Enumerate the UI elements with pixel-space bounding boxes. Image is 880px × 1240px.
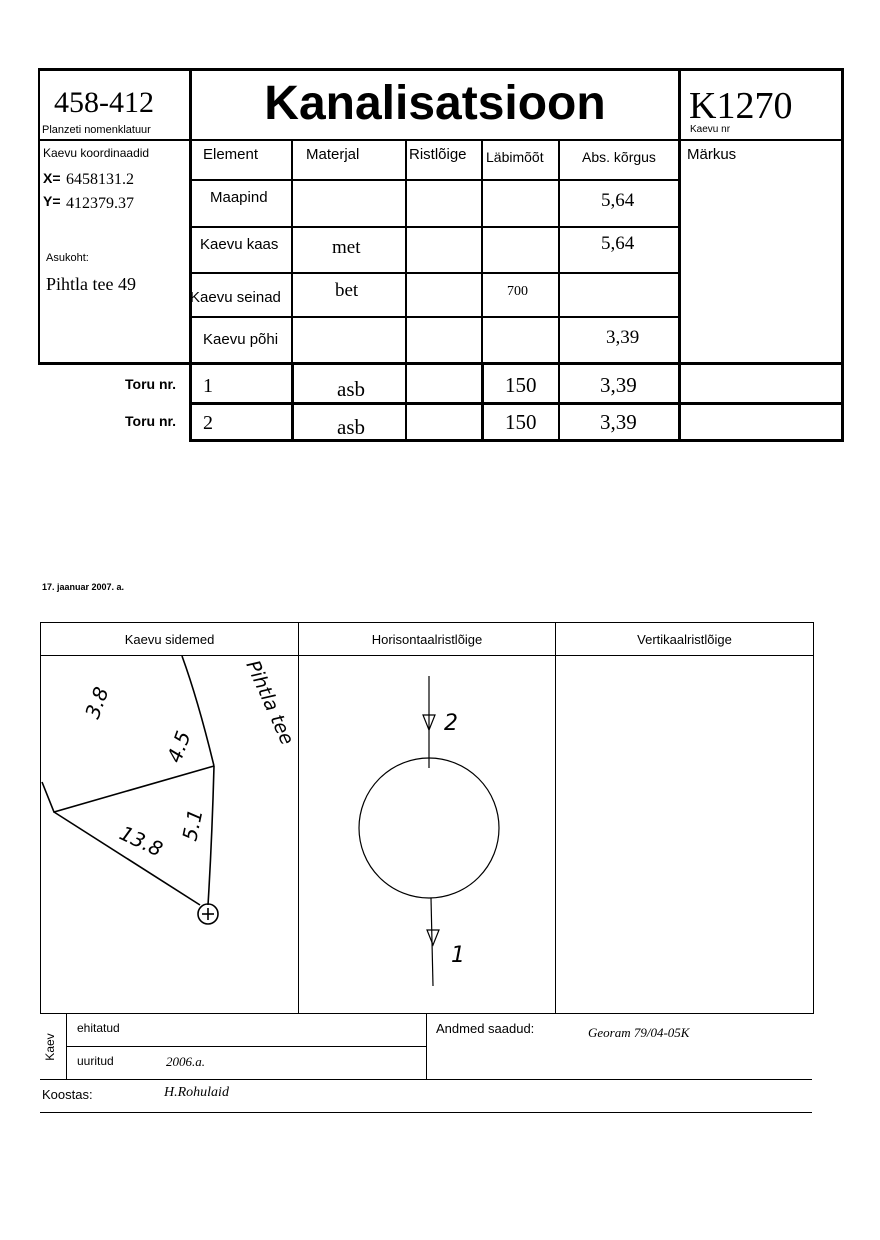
- element-abs-height: 5,64: [601, 233, 635, 254]
- pipe-number: 2: [203, 412, 213, 434]
- col-element: Element: [203, 146, 259, 163]
- well-circle: [359, 758, 499, 898]
- sketch-label-c: 13.8: [115, 820, 167, 862]
- col-material: Materjal: [306, 146, 360, 163]
- manhole-icon: [198, 904, 218, 924]
- col-cross-section: Ristlõige: [409, 146, 467, 163]
- well-number-value: K1270: [689, 85, 793, 127]
- pipe-label: Toru nr.: [125, 376, 177, 392]
- element-name: Kaevu kaas: [200, 236, 279, 253]
- nomenclature-value: 458-412: [54, 86, 154, 119]
- element-abs-height: 3,39: [606, 327, 640, 348]
- pipe-material: asb: [337, 377, 365, 401]
- col-remark: Märkus: [687, 146, 737, 163]
- element-diameter: 700: [507, 284, 528, 299]
- pipe-abs-height: 3,39: [600, 373, 637, 397]
- element-material: bet: [335, 280, 359, 301]
- location-label: Asukoht:: [46, 252, 89, 264]
- surveyed-value: 2006.a.: [166, 1054, 205, 1069]
- pipe-material: asb: [337, 415, 365, 439]
- x-value: 6458131.2: [66, 171, 134, 188]
- footer-side-label: Kaev: [43, 1033, 57, 1061]
- x-label: X=: [43, 170, 61, 186]
- well-number-label: Kaevu nr: [690, 124, 731, 135]
- pipe-number-bottom: 1: [451, 943, 465, 968]
- panel-title-connections: Kaevu sidemed: [124, 632, 215, 647]
- element-abs-height: 5,64: [601, 190, 635, 211]
- panel-title-vertical: Vertikaalristlõige: [637, 632, 732, 647]
- pipe-number-top: 2: [444, 711, 458, 736]
- col-abs-height: Abs. kõrgus: [582, 149, 656, 165]
- sketch-label-b: 5.1: [177, 806, 208, 844]
- sketch-street-label: Pihtla tee: [241, 657, 299, 749]
- horizontal-section: [359, 676, 499, 986]
- panel-title-horizontal: Horisontaalristlõige: [371, 632, 483, 647]
- source-value: Georam 79/04-05K: [588, 1025, 690, 1040]
- col-diameter: Läbimõõt: [486, 149, 544, 165]
- pipe-abs-height: 3,39: [600, 410, 637, 434]
- source-label: Andmed saadud:: [436, 1021, 535, 1036]
- y-value: 412379.37: [66, 195, 134, 212]
- element-name: Kaevu seinad: [190, 289, 281, 306]
- sketch-label-d: 4.5: [162, 727, 196, 766]
- pipe-label: Toru nr.: [125, 413, 177, 429]
- y-label: Y=: [43, 193, 61, 209]
- surveyed-label: uuritud: [77, 1054, 114, 1068]
- arrow-down-icon: [427, 930, 439, 945]
- sketch-label-a: 3.8: [80, 683, 114, 722]
- element-material: met: [332, 237, 361, 258]
- pipe-diameter: 150: [505, 373, 537, 397]
- location-value: Pihtla tee 49: [46, 274, 136, 294]
- built-label: ehitatud: [77, 1021, 120, 1035]
- document-date: 17. jaanuar 2007. a.: [42, 582, 125, 592]
- connection-lines: [42, 656, 214, 905]
- pipe-diameter: 150: [505, 410, 537, 434]
- compiled-label: Koostas:: [42, 1087, 93, 1102]
- nomenclature-label: Planzeti nomenklatuur: [42, 124, 151, 136]
- element-name: Maapind: [210, 189, 268, 206]
- coords-label: Kaevu koordinaadid: [43, 146, 150, 160]
- compiled-value: H.Rohulaid: [164, 1085, 229, 1100]
- page-title: Kanalisatsioon: [264, 77, 606, 130]
- pipe-number: 1: [203, 375, 213, 397]
- element-name: Kaevu põhi: [203, 331, 279, 348]
